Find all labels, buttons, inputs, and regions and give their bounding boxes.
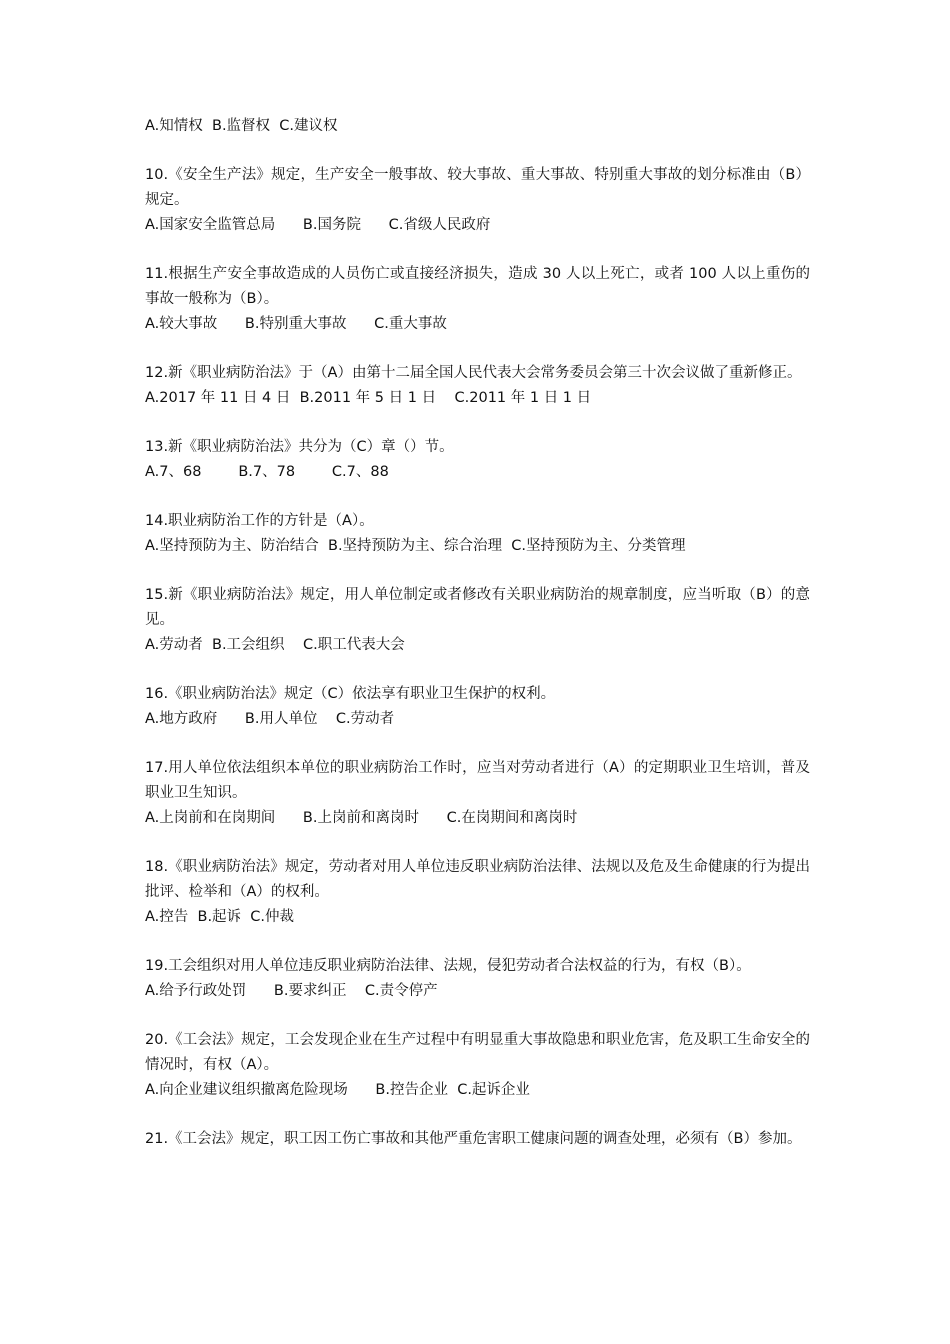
- question-stem: 20.《工会法》规定，工会发现企业在生产过程中有明显重大事故隐患和职业危害，危及职工生命安全的情况时，有权（A）。: [145, 1032, 810, 1073]
- question-options: A.给予行政处罚 B.要求纠正 C.责令停产: [145, 983, 438, 999]
- question-options: A.向企业建议组织撤离危险现场 B.控告企业 C.起诉企业: [145, 1082, 530, 1098]
- question-stem: 21.《工会法》规定，职工因工伤亡事故和其他严重危害职工健康问题的调查处理，必须有（B）参加。: [145, 1131, 802, 1147]
- question-stem: 11.根据生产安全事故造成的人员伤亡或直接经济损失，造成 30 人以上死亡，或者 100 人以上重伤的事故一般称为（B）。: [145, 266, 810, 307]
- question-options: A.坚持预防为主、防治结合 B.坚持预防为主、综合治理 C.坚持预防为主、分类管理: [145, 538, 686, 554]
- question-block: [145, 1127, 810, 1152]
- question-block: [145, 1028, 810, 1103]
- question-stem: 19.工会组织对用人单位违反职业病防治法律、法规，侵犯劳动者合法权益的行为，有权（B）。: [145, 958, 751, 974]
- question-stem: 10.《安全生产法》规定，生产安全一般事故、较大事故、重大事故、特别重大事故的划分标准由（B）规定。: [145, 167, 810, 208]
- question-block: [145, 954, 810, 1004]
- question-block: [145, 435, 810, 485]
- question-block: [145, 583, 810, 658]
- question-block: [145, 855, 810, 930]
- question-stem: 16.《职业病防治法》规定（C）依法享有职业卫生保护的权利。: [145, 686, 556, 702]
- question-options: A.劳动者 B.工会组织 C.职工代表大会: [145, 637, 405, 653]
- question-options: A.7、68 B.7、78 C.7、88: [145, 464, 389, 480]
- question-stem: 12.新《职业病防治法》于（A）由第十二届全国人民代表大会常务委员会第三十次会议做了重新修正。: [145, 365, 802, 381]
- question-options: A.2017 年 11 日 4 日 B.2011 年 5 日 1 日 C.2011 年 1 日 1 日: [145, 390, 592, 406]
- question-block: [145, 682, 810, 732]
- question-block: [145, 509, 810, 559]
- question-options: A.控告 B.起诉 C.仲裁: [145, 909, 294, 925]
- question-options: A.上岗前和在岗期间 B.上岗前和离岗时 C.在岗期间和离岗时: [145, 810, 578, 826]
- question-stem: 15.新《职业病防治法》规定，用人单位制定或者修改有关职业病防治的规章制度，应当听取（B）的意见。: [145, 587, 810, 628]
- question-block: [145, 361, 810, 411]
- question-block: [145, 114, 810, 139]
- question-block: [145, 756, 810, 831]
- question-options: A.较大事故 B.特别重大事故 C.重大事故: [145, 316, 447, 332]
- question-options: A.国家安全监管总局 B.国务院 C.省级人民政府: [145, 217, 491, 233]
- question-block: [145, 262, 810, 337]
- question-stem: 13.新《职业病防治法》共分为（C）章（）节。: [145, 439, 454, 455]
- question-stem: 17.用人单位依法组织本单位的职业病防治工作时，应当对劳动者进行（A）的定期职业卫生培训，普及职业卫生知识。: [145, 760, 810, 801]
- document-page: [145, 114, 810, 1152]
- question-stem: 14.职业病防治工作的方针是（A）。: [145, 513, 374, 529]
- question-options: A.知情权 B.监督权 C.建议权: [145, 118, 338, 134]
- question-stem: 18.《职业病防治法》规定，劳动者对用人单位违反职业病防治法律、法规以及危及生命健康的行为提出批评、检举和（A）的权利。: [145, 859, 810, 900]
- question-options: A.地方政府 B.用人单位 C.劳动者: [145, 711, 395, 727]
- question-block: [145, 163, 810, 238]
